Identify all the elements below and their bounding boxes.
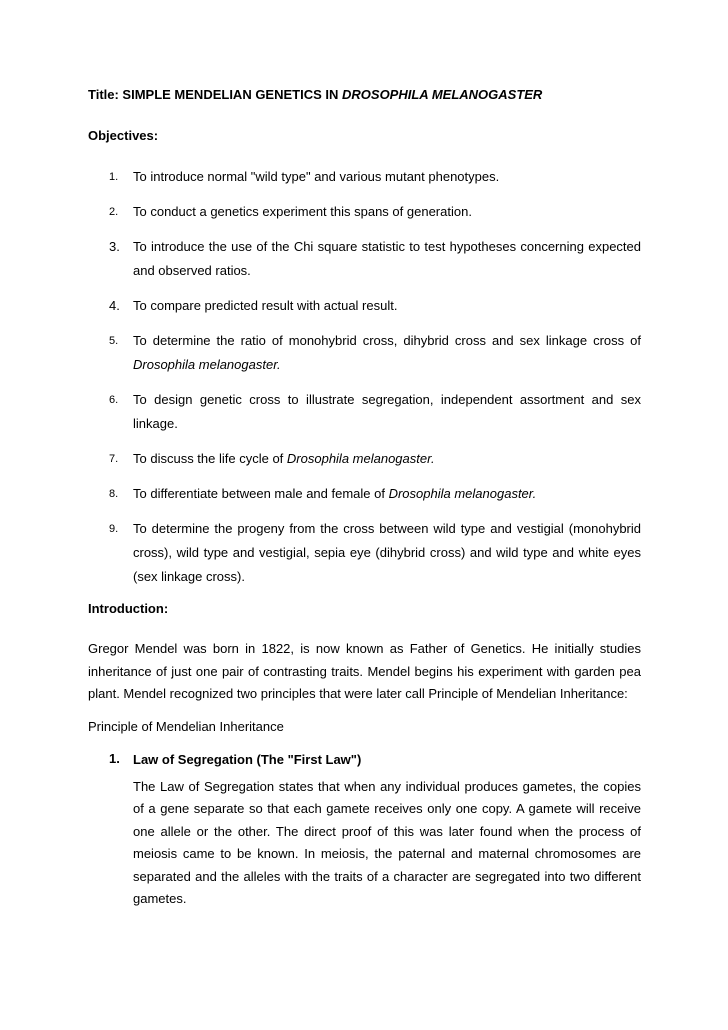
objective-item: 4. To compare predicted result with actual result. <box>88 294 641 318</box>
objective-number: 6. <box>109 394 119 406</box>
objective-item: 6. To design genetic cross to illustrate segregation, independent assortment and sex linkage. <box>88 388 641 436</box>
document-content <box>88 86 641 911</box>
objective-number: 5. <box>109 335 119 347</box>
introduction-heading: Introduction: <box>88 601 169 616</box>
objective-number: 9. <box>109 523 119 535</box>
objective-item: 2. To conduct a genetics experiment this spans of generation. <box>88 200 641 224</box>
objective-item: 3. To introduce the use of the Chi square statistic to test hypotheses concerning expected and observed ratios. <box>88 235 641 283</box>
law-text: The Law of Segregation states that when any individual produces gametes, the copies of a gene separate so that each gamete receives only one copy. A gamete will receive one allele or the other. The direct proof of this was later found when the process of meiosis came to be known. In meiosis, the paternal and maternal chromosomes are separated and the alleles with the traits of a character are segregated into two different gametes. <box>133 778 641 906</box>
law-title: Law of Segregation (The "First Law") <box>133 751 362 767</box>
objective-number: 1. <box>109 171 119 183</box>
objective-item: 9. To determine the progeny from the cross between wild type and vestigial (monohybrid cross), wild type and vestigial, sepia eye (dihybrid cross) and wild type and white eyes (sex linkage cross). <box>88 517 641 589</box>
objective-number: 4. <box>109 298 120 313</box>
objective-item: 5. To determine the ratio of monohybrid cross, dihybrid cross and sex linkage cross of Drosophila melanogaster. <box>88 329 641 377</box>
objectives-heading: Objectives: <box>88 128 159 143</box>
objective-number: 8. <box>109 488 119 500</box>
objective-number: 2. <box>109 206 119 218</box>
objectives-list <box>88 165 641 589</box>
objective-item: 8. To differentiate between male and female of Drosophila melanogaster. <box>88 482 641 506</box>
document-title: Title: SIMPLE MENDELIAN GENETICS IN DROSOPHILA MELANOGASTER <box>88 87 543 102</box>
objective-number: 3. <box>109 239 120 254</box>
introduction-paragraph: Gregor Mendel was born in 1822, is now known as Father of Genetics. He initially studies inheritance of just one pair of contrasting traits. Mendel begins his experiment with garden pea plant. Mendel recognized two principles that were later call Principle of Mendelian Inheritance: <box>88 641 641 701</box>
law-number: 1. <box>109 750 120 766</box>
law-of-segregation <box>88 751 641 911</box>
objective-number: 7. <box>109 453 119 465</box>
principle-subheading: Principle of Mendelian Inheritance <box>88 718 284 734</box>
title-species: DROSOPHILA MELANOGASTER <box>342 87 543 102</box>
objective-item: 7. To discuss the life cycle of Drosophila melanogaster. <box>88 447 641 471</box>
objective-item: 1. To introduce normal "wild type" and various mutant phenotypes. <box>88 165 641 189</box>
